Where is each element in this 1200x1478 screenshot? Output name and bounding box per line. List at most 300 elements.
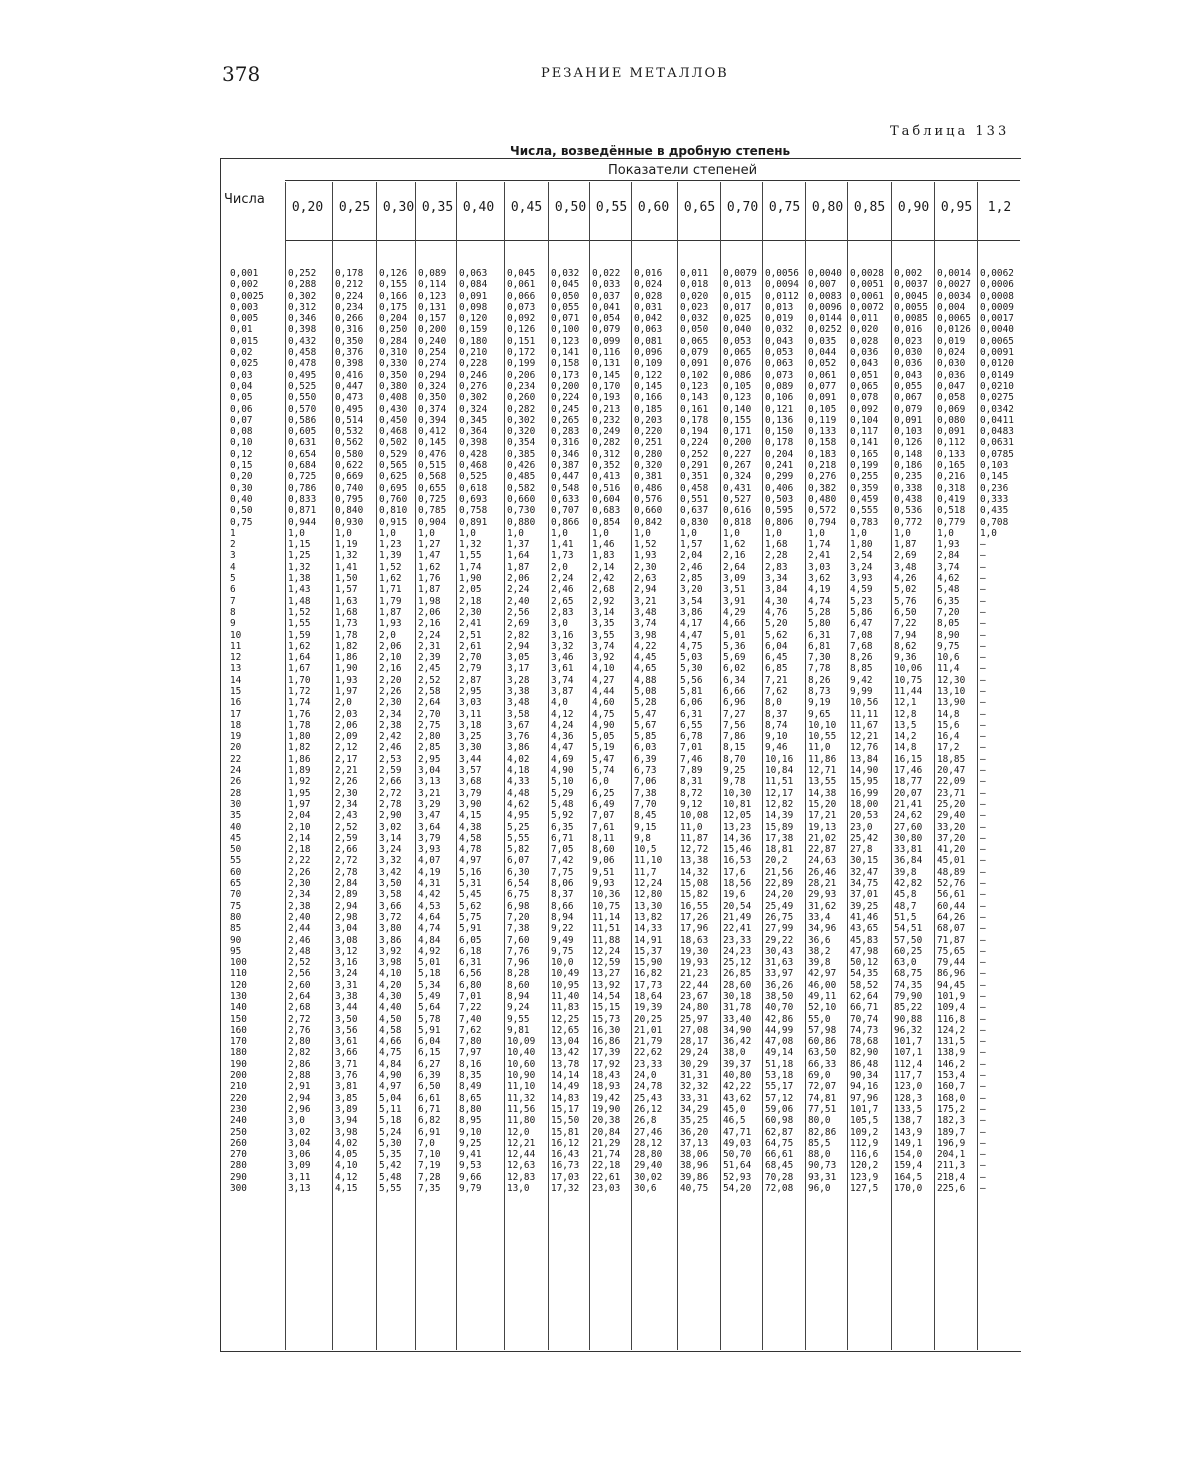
value-cell: 9,42 (850, 674, 873, 686)
number-cell: 0,03 (230, 369, 253, 381)
value-cell: 38,0 (723, 1047, 746, 1059)
number-cell: 0,001 (230, 268, 259, 279)
value-cell: 18,85 (937, 753, 966, 765)
value-cell: 0,119 (808, 414, 837, 426)
value-cell: 23,67 (680, 991, 709, 1002)
value-cell: 2,40 (288, 911, 311, 923)
value-cell: 52,76 (937, 878, 966, 890)
value-cell: 0,213 (592, 403, 621, 415)
value-cell: 3,85 (335, 1092, 358, 1104)
value-cell: 0,145 (634, 380, 663, 392)
value-cell: 5,16 (459, 866, 482, 878)
value-cell: 0,0275 (980, 392, 1014, 404)
value-cell: 36,20 (680, 1126, 709, 1138)
value-cell: — (980, 1160, 986, 1172)
value-cell: 1,62 (723, 539, 746, 551)
value-cell: 0,605 (288, 426, 317, 438)
value-cell: 42,86 (765, 1013, 794, 1025)
value-cell: 14,8 (894, 742, 917, 754)
value-cell: 12,82 (765, 798, 794, 810)
value-cell: 82,86 (808, 1126, 837, 1138)
value-cell: 7,28 (418, 1171, 441, 1183)
value-cell: 4,62 (507, 798, 530, 810)
value-cell: 0,618 (459, 482, 488, 494)
value-cell: 0,123 (680, 380, 709, 392)
value-cell: 8,28 (507, 968, 530, 980)
value-cell: 0,398 (288, 324, 317, 336)
value-cell: 62,64 (850, 991, 879, 1002)
value-cell: 8,26 (808, 674, 831, 686)
value-cell: 2,30 (634, 561, 657, 573)
value-cell: 3,87 (551, 685, 574, 697)
value-cell: 7,05 (551, 844, 574, 856)
value-cell: 0,043 (765, 335, 794, 347)
value-cell: 46,00 (808, 979, 837, 991)
value-cell: 0,044 (808, 347, 837, 359)
value-cell: 3,31 (335, 979, 358, 991)
value-column (592, 268, 620, 1194)
value-cell: 4,44 (592, 685, 615, 697)
value-cell: — (980, 821, 986, 833)
value-cell: 4,53 (418, 900, 441, 912)
value-cell: 9,79 (459, 1183, 482, 1195)
value-cell: 42,82 (894, 878, 923, 890)
number-cell: 0,003 (230, 301, 259, 313)
value-cell: 0,830 (680, 516, 709, 528)
value-cell: 3,92 (379, 945, 402, 957)
value-cell: 3,03 (459, 697, 482, 709)
value-cell: 5,75 (459, 911, 482, 923)
value-column (551, 268, 579, 1194)
value-cell: 3,93 (418, 844, 441, 856)
value-cell: 1,64 (507, 550, 530, 562)
value-cell: 6,54 (507, 878, 530, 890)
value-cell: 0,036 (937, 369, 966, 381)
value-cell: 5,55 (507, 832, 530, 844)
value-cell: 0,151 (507, 335, 536, 347)
number-cell: 0,04 (230, 380, 253, 392)
value-cell: 1,71 (379, 584, 402, 596)
value-cell: 16,4 (937, 731, 960, 743)
value-cell: 2,10 (288, 821, 311, 833)
value-cell: 30,15 (850, 855, 879, 867)
number-cell: 0,10 (230, 437, 253, 449)
value-cell: 0,0120 (980, 358, 1014, 370)
value-cell: 1,41 (551, 539, 574, 551)
value-cell: 0,476 (418, 448, 447, 460)
value-cell: 0,091 (808, 392, 837, 404)
value-cell: 143,9 (894, 1126, 923, 1138)
value-cell: 0,232 (592, 414, 621, 426)
value-cell: 0,0065 (937, 313, 971, 325)
value-cell: — (980, 1058, 986, 1070)
value-cell: 6,47 (850, 618, 873, 630)
value-cell: 9,24 (507, 1002, 530, 1014)
value-cell: 0,145 (592, 369, 621, 381)
value-cell: 0,0051 (850, 279, 884, 291)
value-cell: 0,030 (894, 347, 923, 359)
value-cell: 0,525 (288, 380, 317, 392)
value-cell: 7,68 (850, 640, 873, 652)
value-cell: 6,81 (808, 640, 831, 652)
value-cell: 0,622 (335, 460, 364, 472)
value-cell: 0,220 (634, 426, 663, 438)
value-cell: 2,10 (379, 652, 402, 664)
value-cell: 2,46 (379, 742, 402, 754)
value-cell: 93,31 (808, 1171, 837, 1183)
column-rule (720, 182, 721, 1350)
value-cell: 0,199 (507, 358, 536, 370)
value-cell: 3,98 (379, 957, 402, 969)
value-cell: 9,51 (592, 866, 615, 878)
value-cell: 4,02 (335, 1137, 358, 1149)
value-cell: 0,061 (507, 279, 536, 291)
value-cell: 0,066 (507, 290, 536, 302)
value-cell: 27,46 (634, 1126, 663, 1138)
value-cell: 0,050 (551, 290, 580, 302)
exponent-header: 0,20 (291, 200, 324, 215)
value-cell: 74,73 (850, 1024, 879, 1036)
value-cell: 2,42 (592, 573, 615, 585)
value-cell: 11,44 (894, 685, 923, 697)
value-cell: 49,14 (765, 1047, 794, 1059)
value-cell: 13,0 (507, 1183, 530, 1195)
number-cell: 9 (230, 618, 236, 630)
value-cell: 1,89 (288, 765, 311, 777)
value-cell: 0,485 (507, 471, 536, 483)
value-cell: 24,0 (634, 1070, 657, 1082)
number-cell: 19 (230, 731, 242, 743)
value-cell: 0,374 (418, 403, 447, 415)
value-cell: 0,175 (379, 301, 408, 313)
value-cell: 0,203 (634, 414, 663, 426)
value-cell: 14,39 (765, 810, 794, 822)
value-cell: 12,25 (551, 1013, 580, 1025)
value-cell: 6,05 (459, 934, 482, 946)
number-cell: 28 (230, 787, 242, 799)
value-cell: 85,22 (894, 1002, 923, 1014)
value-cell: 1,80 (288, 731, 311, 743)
value-cell: 5,45 (459, 889, 482, 901)
value-cell: 26,12 (634, 1103, 663, 1115)
value-cell: 0,063 (634, 324, 663, 336)
value-cell: 10,06 (894, 663, 923, 675)
value-cell: 3,91 (723, 595, 746, 607)
value-cell: 57,12 (765, 1092, 794, 1104)
value-cell: 146,2 (937, 1058, 966, 1070)
value-cell: 5,76 (894, 595, 917, 607)
value-cell: 2,0 (551, 561, 568, 573)
value-cell: 4,48 (507, 787, 530, 799)
value-cell: 1,95 (288, 787, 311, 799)
value-cell: — (980, 618, 986, 630)
value-cell: 36,84 (894, 855, 923, 867)
value-cell: 7,38 (634, 787, 657, 799)
number-cell: 170 (230, 1036, 247, 1048)
value-cell: 7,40 (459, 1013, 482, 1025)
value-cell: 112,4 (894, 1058, 923, 1070)
value-cell: 7,20 (937, 606, 960, 618)
value-cell: 2,38 (379, 719, 402, 731)
value-cell: 11,51 (765, 776, 794, 788)
value-cell: 3,32 (379, 855, 402, 867)
value-cell: 0,100 (551, 324, 580, 336)
column-rule (504, 182, 505, 1350)
value-cell: 2,41 (808, 550, 831, 562)
value-cell: 3,42 (379, 866, 402, 878)
value-cell: 0,165 (850, 448, 879, 460)
value-cell: 0,260 (507, 392, 536, 404)
value-cell: 14,91 (634, 934, 663, 946)
value-cell: 175,2 (937, 1103, 966, 1115)
value-cell: 20,07 (894, 787, 923, 799)
value-cell: 2,98 (335, 911, 358, 923)
value-cell: 28,60 (723, 979, 752, 991)
column-rule (847, 182, 848, 1350)
value-cell: 25,20 (937, 798, 966, 810)
value-cell: 0,514 (335, 414, 364, 426)
value-cell: 18,00 (850, 798, 879, 810)
number-cell: 40 (230, 821, 242, 833)
value-cell: 0,200 (418, 324, 447, 336)
value-cell: 3,86 (379, 934, 402, 946)
value-cell: 0,116 (592, 347, 621, 359)
value-cell: 2,30 (459, 606, 482, 618)
value-cell: — (980, 1183, 986, 1195)
value-cell: 4,76 (765, 606, 788, 618)
value-cell: 8,73 (808, 685, 831, 697)
value-cell: 36,42 (723, 1036, 752, 1048)
value-cell: 2,04 (680, 550, 703, 562)
page-number: 378 (222, 62, 261, 86)
value-cell: 1,38 (288, 573, 311, 585)
value-cell: 4,64 (418, 911, 441, 923)
value-cell: 6,61 (418, 1092, 441, 1104)
number-cell: 270 (230, 1149, 247, 1161)
value-cell: 4,69 (551, 753, 574, 765)
value-cell: 0,654 (288, 448, 317, 460)
value-cell: 2,85 (418, 742, 441, 754)
value-cell: — (980, 911, 986, 923)
number-cell: 45 (230, 832, 242, 844)
value-cell: 0,284 (379, 335, 408, 347)
value-cell: 10,10 (808, 719, 837, 731)
value-cell: 0,265 (551, 414, 580, 426)
value-cell: 1,32 (335, 550, 358, 562)
value-cell: 0,043 (850, 358, 879, 370)
value-cell: 28,12 (634, 1137, 663, 1149)
value-cell: 1,73 (551, 550, 574, 562)
value-cell: 31,63 (765, 957, 794, 969)
value-cell: 2,59 (335, 832, 358, 844)
value-cell: 0,017 (723, 301, 752, 313)
value-cell: 2,59 (379, 765, 402, 777)
value-cell: 7,80 (459, 1036, 482, 1048)
value-cell: 0,291 (680, 460, 709, 472)
value-cell: 2,65 (551, 595, 574, 607)
value-cell: 0,708 (980, 516, 1009, 528)
value-cell: 120,2 (850, 1160, 879, 1172)
value-cell: 53,18 (765, 1070, 794, 1082)
value-cell: 0,548 (551, 482, 580, 494)
value-cell: 20,25 (634, 1013, 663, 1025)
value-cell: 2,80 (288, 1036, 311, 1048)
value-cell: 211,3 (937, 1160, 966, 1172)
value-cell: 16,43 (551, 1149, 580, 1161)
value-cell: 4,42 (418, 889, 441, 901)
value-cell: 0,458 (680, 482, 709, 494)
value-cell: 4,95 (507, 810, 530, 822)
value-cell: 3,29 (418, 798, 441, 810)
value-cell: 7,27 (723, 708, 746, 720)
value-cell: 22,09 (937, 776, 966, 788)
value-cell: 2,38 (288, 900, 311, 912)
value-cell: 0,352 (592, 460, 621, 472)
value-cell: — (980, 674, 986, 686)
value-cell: 1,62 (288, 640, 311, 652)
value-cell: 8,26 (850, 652, 873, 664)
exponent-header: 0,60 (637, 200, 670, 215)
value-cell: 17,46 (894, 765, 923, 777)
value-cell: 3,24 (379, 844, 402, 856)
value-cell: 14,38 (808, 787, 837, 799)
value-cell: 2,64 (723, 561, 746, 573)
value-cell: 12,1 (894, 697, 917, 709)
value-cell: 0,655 (418, 482, 447, 494)
value-cell: 0,063 (765, 358, 794, 370)
value-cell: 0,036 (894, 358, 923, 370)
value-cell: 4,07 (418, 855, 441, 867)
exponent-header: 0,90 (897, 200, 930, 215)
value-cell: 3,21 (418, 787, 441, 799)
value-cell: 0,069 (937, 403, 966, 415)
value-cell: 21,56 (765, 866, 794, 878)
number-cell: 30 (230, 798, 242, 810)
value-cell: 11,51 (592, 923, 621, 935)
value-cell: 0,0144 (808, 313, 842, 325)
value-cell: 0,016 (634, 268, 663, 279)
value-cell: 10,95 (551, 979, 580, 991)
number-cell: 0,01 (230, 324, 253, 336)
value-cell: 1,27 (418, 539, 441, 551)
value-cell: 2,64 (418, 697, 441, 709)
value-cell: 1,0 (808, 527, 825, 539)
value-cell: 10,75 (592, 900, 621, 912)
value-cell: 0,249 (592, 426, 621, 438)
value-cell: 7,46 (680, 753, 703, 765)
value-cell: 21,23 (680, 968, 709, 980)
value-cell: 0,136 (765, 414, 794, 426)
value-cell: 0,091 (680, 358, 709, 370)
value-cell: 3,14 (379, 832, 402, 844)
value-cell: 4,18 (507, 765, 530, 777)
value-cell: 29,24 (680, 1047, 709, 1059)
value-cell: 0,0483 (980, 426, 1014, 438)
value-cell: 5,91 (459, 923, 482, 935)
value-cell: — (980, 1103, 986, 1115)
value-cell: 0,241 (765, 460, 794, 472)
value-cell: 10,30 (723, 787, 752, 799)
number-cell: 12 (230, 652, 242, 664)
value-cell: 168,0 (937, 1092, 966, 1104)
value-cell: 0,786 (288, 482, 317, 494)
value-column (808, 268, 842, 1194)
number-cell: 85 (230, 923, 242, 935)
value-cell: 7,10 (418, 1149, 441, 1161)
value-column (937, 268, 971, 1194)
value-cell: 0,480 (808, 493, 837, 505)
value-cell: 34,29 (680, 1103, 709, 1115)
value-cell: 11,0 (680, 821, 703, 833)
value-cell: 124,2 (937, 1024, 966, 1036)
value-cell: 0,536 (894, 505, 923, 517)
number-cell: 22 (230, 753, 242, 765)
value-cell: 5,02 (894, 584, 917, 596)
value-cell: 94,45 (937, 979, 966, 991)
value-cell: 0,604 (592, 493, 621, 505)
value-cell: 2,12 (335, 742, 358, 754)
value-cell: 8,05 (937, 618, 960, 630)
value-cell: 5,29 (551, 787, 574, 799)
value-cell: 6,27 (418, 1058, 441, 1070)
value-cell: 1,0 (937, 527, 954, 539)
value-cell: 7,0 (418, 1137, 435, 1149)
value-cell: 3,58 (379, 889, 402, 901)
value-cell: 2,26 (288, 866, 311, 878)
number-cell: 150 (230, 1013, 247, 1025)
value-cell: 0,760 (379, 493, 408, 505)
value-cell: 5,48 (937, 584, 960, 596)
value-cell: 2,03 (335, 708, 358, 720)
value-cell: 0,091 (459, 290, 488, 302)
value-cell: 19,42 (592, 1092, 621, 1104)
number-cell: 190 (230, 1058, 247, 1070)
value-cell: 3,38 (335, 991, 358, 1002)
value-cell: 54,35 (850, 968, 879, 980)
value-cell: 0,224 (551, 392, 580, 404)
value-cell: 6,98 (507, 900, 530, 912)
value-cell: 12,24 (634, 878, 663, 890)
value-cell: 3,74 (592, 640, 615, 652)
value-cell: 0,133 (937, 448, 966, 460)
value-cell: 6,50 (894, 606, 917, 618)
value-cell: 0,165 (937, 460, 966, 472)
value-cell: 57,98 (808, 1024, 837, 1036)
value-cell: 164,5 (894, 1171, 923, 1183)
value-cell: 3,09 (723, 573, 746, 585)
value-cell: 3,66 (379, 900, 402, 912)
value-cell: 3,17 (507, 663, 530, 675)
value-cell: 4,75 (680, 640, 703, 652)
value-cell: 0,447 (335, 380, 364, 392)
value-cell: 0,576 (634, 493, 663, 505)
value-cell: 7,01 (680, 742, 703, 754)
value-cell: 0,450 (379, 414, 408, 426)
value-cell: 6,34 (723, 674, 746, 686)
value-cell: 3,0 (288, 1115, 305, 1127)
value-cell: 7,19 (418, 1160, 441, 1172)
value-cell: 14,14 (551, 1070, 580, 1082)
value-cell: 45,83 (850, 934, 879, 946)
value-cell: 0,302 (459, 392, 488, 404)
value-cell: — (980, 991, 986, 1002)
value-cell: 2,95 (459, 685, 482, 697)
value-cell: 4,30 (379, 991, 402, 1002)
value-cell: 4,65 (634, 663, 657, 675)
number-cell: 24 (230, 765, 242, 777)
value-cell: 7,89 (680, 765, 703, 777)
value-cell: 4,90 (379, 1070, 402, 1082)
